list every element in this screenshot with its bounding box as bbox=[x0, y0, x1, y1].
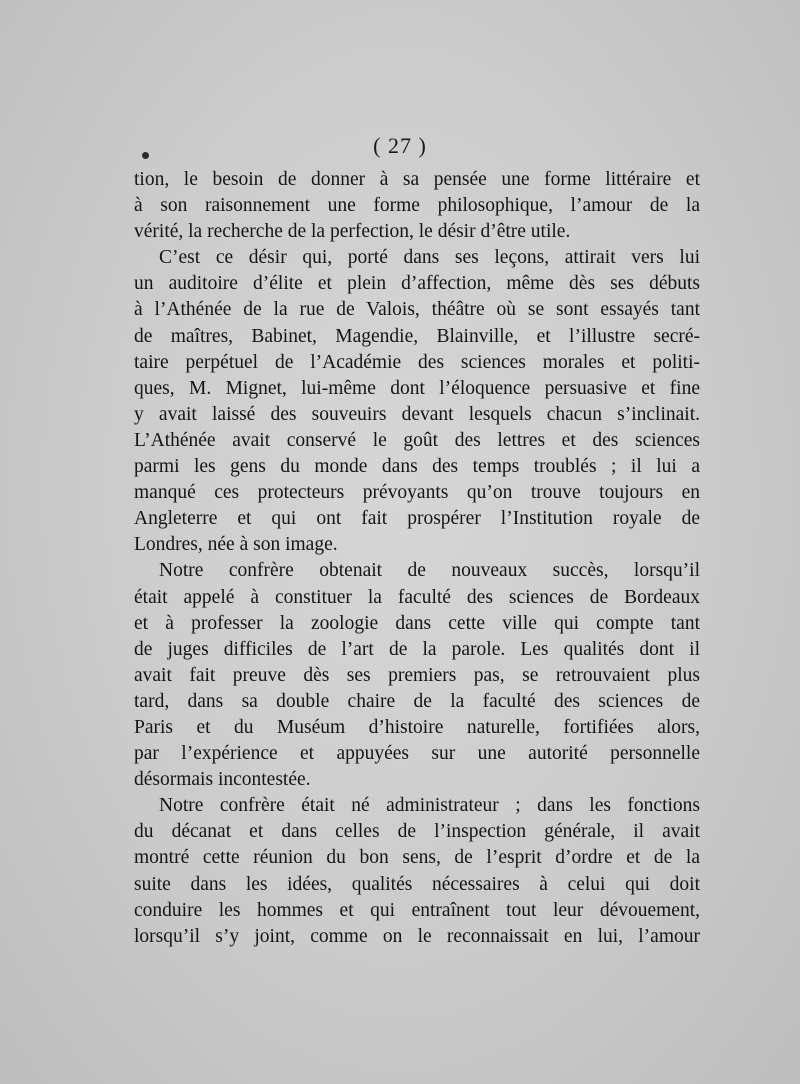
text-line: tard, dans sa double chaire de la faculté des sciences de bbox=[134, 690, 700, 712]
text-line: lorsqu’il s’y joint, comme on le reconnaissait en lui, l’amour bbox=[134, 925, 700, 947]
text-line: Notre confrère était né administrateur ; dans les fonctions bbox=[159, 795, 700, 817]
text-line: Angleterre et qui ont fait prospérer l’Institution royale de bbox=[134, 508, 700, 530]
text-line: C’est ce désir qui, porté dans ses leçons, attirait vers lui bbox=[159, 247, 700, 269]
text-line: ques, M. Mignet, lui-même dont l’éloquence persuasive et fine bbox=[134, 377, 700, 399]
text-line: conduire les hommes et qui entraînent tout leur dévouement, bbox=[134, 899, 700, 921]
text-line: un auditoire d’élite et plein d’affection, même dès ses débuts bbox=[134, 273, 700, 295]
text-line: avait fait preuve dès ses premiers pas, se retrouvaient plus bbox=[134, 664, 700, 686]
body-text bbox=[134, 167, 700, 950]
text-line: à l’Athénée de la rue de Valois, théâtre où se sont essayés tant bbox=[134, 299, 700, 321]
text-line: était appelé à constituer la faculté des sciences de Bordeaux bbox=[134, 586, 700, 608]
text-line: de juges difficiles de l’art de la parole. Les qualités dont il bbox=[134, 638, 700, 660]
text-line: Paris et du Muséum d’histoire naturelle, fortifiées alors, bbox=[134, 716, 700, 738]
text-line: manqué ces protecteurs prévoyants qu’on trouve toujours en bbox=[134, 482, 700, 504]
text-line: du décanat et dans celles de l’inspection générale, il avait bbox=[134, 821, 700, 843]
page-number: ( 27 ) bbox=[373, 133, 427, 158]
text-line: par l’expérience et appuyées sur une autorité personnelle bbox=[134, 743, 700, 765]
text-line: et à professer la zoologie dans cette ville qui compte tant bbox=[134, 612, 700, 634]
ink-dot bbox=[142, 152, 149, 159]
text-line: montré cette réunion du bon sens, de l’esprit d’ordre et de la bbox=[134, 847, 700, 869]
text-line: à son raisonnement une forme philosophique, l’amour de la bbox=[134, 195, 700, 217]
text-line: taire perpétuel de l’Académie des sciences morales et politi- bbox=[134, 351, 700, 373]
text-line: Londres, née à son image. bbox=[134, 534, 338, 556]
text-line: L’Athénée avait conservé le goût des lettres et des sciences bbox=[134, 429, 700, 451]
text-line: Notre confrère obtenait de nouveaux succès, lorsqu’il bbox=[159, 560, 700, 582]
text-line: suite dans les idées, qualités nécessaires à celui qui doit bbox=[134, 873, 700, 895]
text-line: de maîtres, Babinet, Magendie, Blainville, et l’illustre secré- bbox=[134, 325, 700, 347]
text-line: parmi les gens du monde dans des temps troublés ; il lui a bbox=[134, 456, 700, 478]
text-line: désormais incontestée. bbox=[134, 769, 311, 791]
text-line: tion, le besoin de donner à sa pensée une forme littéraire et bbox=[134, 169, 700, 190]
text-line: vérité, la recherche de la perfection, le désir d’être utile. bbox=[134, 221, 571, 243]
text-line: y avait laissé des souveuirs devant lesquels chacun s’inclinait. bbox=[134, 403, 700, 425]
